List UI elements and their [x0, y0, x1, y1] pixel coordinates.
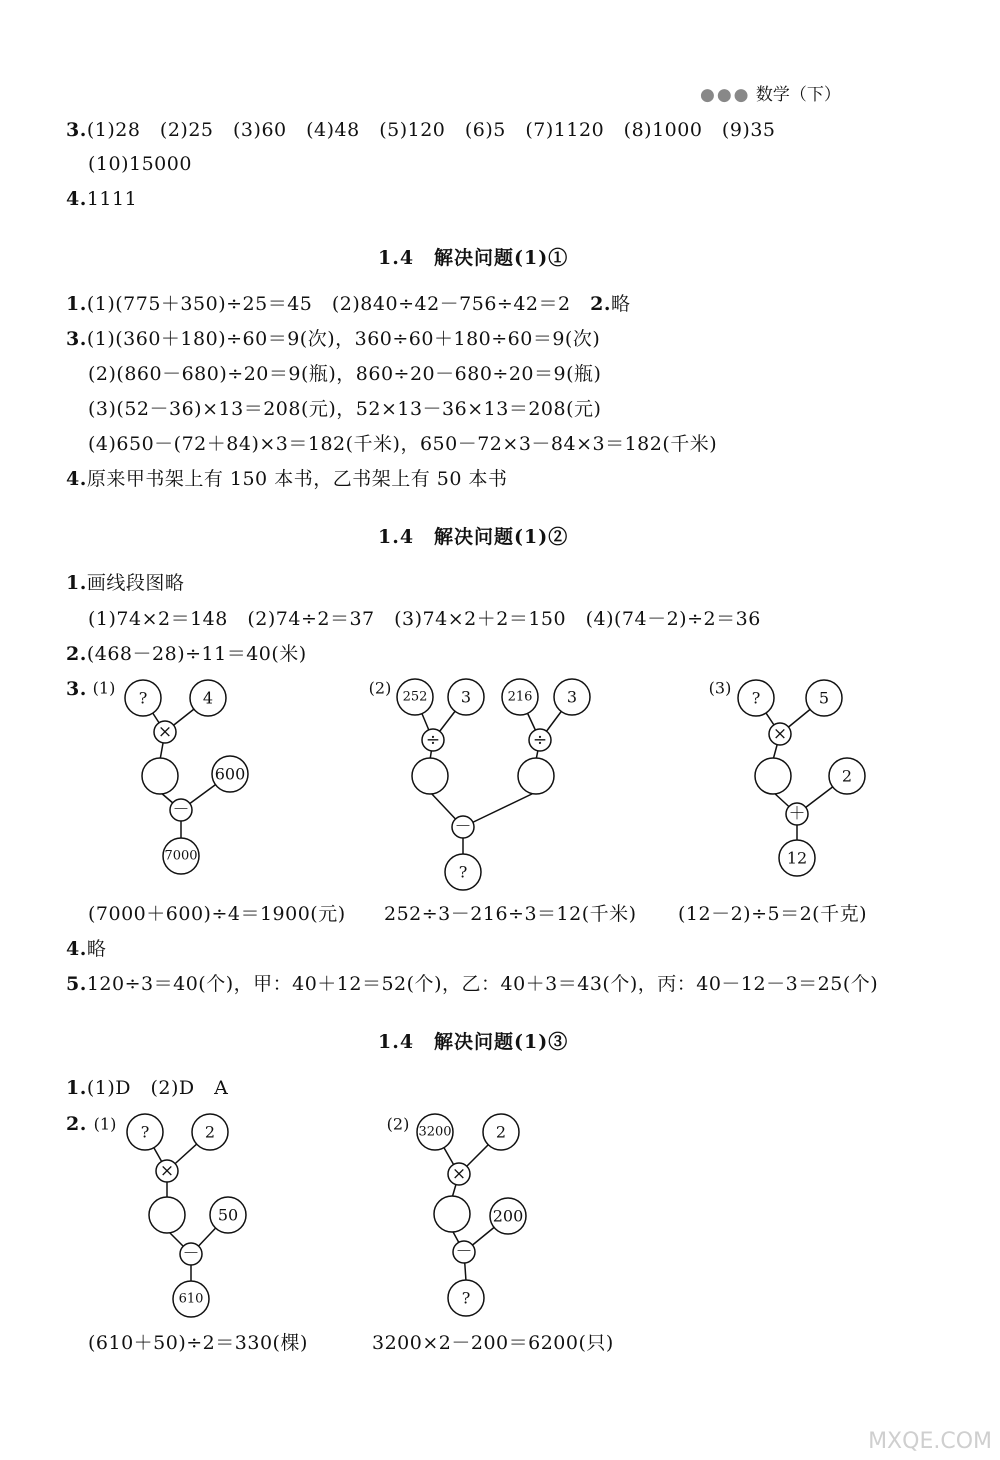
- node-text: 50: [217, 1205, 239, 1225]
- answer-3-line1: 3.(1)28 (2)25 (3)60 (4)48 (5)120 (6)5 (7)1120 (8)1000 (9)35: [66, 119, 776, 141]
- operator-text: ×: [159, 1161, 175, 1181]
- s2-answer-3b: 252÷3－216÷3＝12(千米): [384, 903, 637, 925]
- tree-node-empty: [142, 758, 178, 794]
- s2-answer-2: 2.(468－28)÷11＝40(米): [66, 643, 307, 665]
- node-text: 600: [214, 764, 246, 784]
- operator-text: ×: [772, 724, 788, 744]
- s1-answer-3-line2: (2)(860－680)÷20＝9(瓶)，860÷20－680÷20＝9(瓶): [88, 363, 602, 385]
- operator-text: ×: [451, 1164, 467, 1184]
- page-header: [700, 80, 841, 105]
- tree-node-empty: [518, 758, 554, 794]
- operator-text: ＋: [788, 804, 806, 824]
- watermark: MXQE.COM: [868, 1429, 992, 1454]
- node-text: 5: [818, 688, 830, 708]
- node-text: 2: [841, 766, 853, 786]
- tree-label: (2): [368, 678, 392, 698]
- s1-answer-3-line4: (4)650－(72＋84)×3＝182(千米)，650－72×3－84×3＝182(千米): [88, 433, 718, 455]
- s3-answer-1: 1.(1)D (2)D A: [66, 1077, 229, 1099]
- node-text: 3200: [418, 1124, 452, 1140]
- node-text: 4: [202, 688, 214, 708]
- node-text: 3: [460, 687, 472, 707]
- tree-node-empty: [755, 758, 791, 794]
- node-text: 200: [492, 1206, 524, 1226]
- node-text: ?: [461, 1288, 471, 1308]
- s2-answer-3-num: 3.: [66, 678, 87, 700]
- s2-answer-1-line2: (1)74×2＝148 (2)74÷2＝37 (3)74×2＋2＝150 (4)(74－2)÷2＝36: [88, 608, 761, 630]
- operator-text: ×: [157, 722, 173, 742]
- node-text: 610: [178, 1291, 204, 1307]
- tree-node-empty: [434, 1196, 470, 1232]
- answer-4: 4.1111: [66, 188, 138, 210]
- node-text: 2: [204, 1122, 216, 1142]
- s3-answer-2a: (610＋50)÷2＝330(棵): [88, 1332, 308, 1354]
- tree-diagram-2: [360, 670, 610, 890]
- node-text: ?: [138, 688, 148, 708]
- node-text: 252: [402, 689, 428, 705]
- s3-answer-2-num: 2.: [66, 1113, 87, 1135]
- tree-diagram-1: [80, 670, 280, 880]
- operator-text: －: [455, 1242, 473, 1262]
- s2-answer-1: 1.画线段图略: [66, 572, 185, 594]
- subject-title: 数学（下）: [755, 85, 841, 105]
- s2-answer-5: 5.120÷3＝40(个)，甲：40＋12＝52(个)，乙：40＋3＝43(个)，丙：40－12－3＝25(个): [66, 973, 879, 995]
- operator-text: －: [182, 1244, 200, 1264]
- s1-answer-1: 1.(1)(775＋350)÷25＝45 (2)840÷42－756÷42＝2 2.略: [66, 293, 631, 315]
- section-title-2: 1.4 解决问题(1)②: [378, 526, 569, 548]
- section-title-1: 1.4 解决问题(1)①: [378, 247, 569, 269]
- operator-text: ÷: [425, 730, 441, 750]
- tree-label: (1): [93, 1114, 117, 1134]
- operator-text: ÷: [532, 730, 548, 750]
- node-text: 3: [566, 687, 578, 707]
- node-text: 2: [495, 1122, 507, 1142]
- node-text: 7000: [164, 848, 198, 864]
- tree-diagram-4: [85, 1108, 285, 1318]
- operator-text: －: [172, 800, 190, 820]
- s1-answer-4: 4.原来甲书架上有 150 本书，乙书架上有 50 本书: [66, 468, 508, 490]
- section-title-3: 1.4 解决问题(1)③: [378, 1031, 569, 1053]
- question-number: 4.: [66, 188, 87, 210]
- question-number: 3.: [66, 119, 87, 141]
- tree-diagram-5: [380, 1108, 580, 1318]
- tree-node-empty: [412, 758, 448, 794]
- node-text: 12: [786, 848, 808, 868]
- s2-answer-3c: (12－2)÷5＝2(千克): [678, 903, 868, 925]
- s1-answer-3-line1: 3.(1)(360＋180)÷60＝9(次)，360÷60＋180÷60＝9(次): [66, 328, 601, 350]
- node-text: ?: [140, 1122, 150, 1142]
- tree-label: (1): [92, 678, 116, 698]
- tree-node-empty: [149, 1197, 185, 1233]
- book-logo: ●●●: [700, 85, 751, 105]
- s3-answer-2b: 3200×2－200＝6200(只): [372, 1332, 614, 1354]
- tree-label: (3): [708, 678, 732, 698]
- operator-text: －: [454, 817, 472, 837]
- s2-answer-3a: (7000＋600)÷4＝1900(元): [88, 903, 346, 925]
- node-text: ?: [751, 688, 761, 708]
- s1-answer-3-line3: (3)(52－36)×13＝208(元)，52×13－36×13＝208(元): [88, 398, 602, 420]
- node-text: 216: [507, 689, 533, 705]
- tree-diagram-3: [700, 670, 900, 880]
- answer-3-line2: (10)15000: [88, 153, 192, 175]
- s2-answer-4: 4.略: [66, 938, 107, 960]
- node-text: ?: [458, 862, 468, 882]
- tree-label: (2): [386, 1114, 410, 1134]
